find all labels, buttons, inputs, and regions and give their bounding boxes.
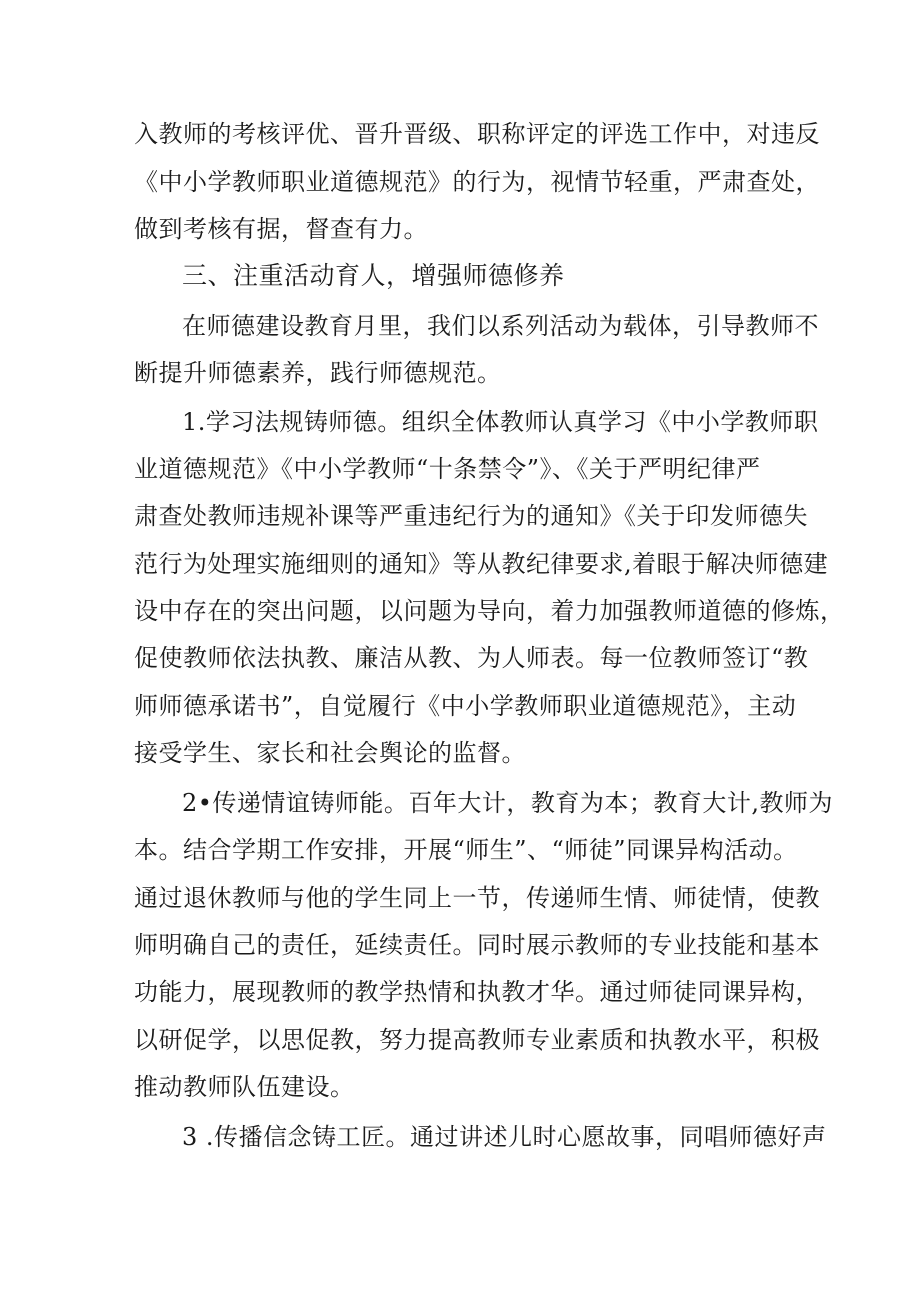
text-line-20: 以研促学，以思促教，努力提高教师专业素质和执教水平，积极	[134, 1026, 820, 1054]
text-line-17: 通过退休教师与他的学生同上一节，传递师生情、师徒情，使教	[134, 884, 820, 912]
text-line-18: 师明确自己的责任，延续责任。同时展示教师的专业技能和基本	[134, 931, 820, 959]
text-line-14: 接受学生、家长和社会舆论的监督。	[134, 739, 526, 767]
text-line-2: 《中小学教师职业道德规范》的行为，视情节轻重，严肃查处，	[134, 168, 820, 196]
text-line-7: 1.学习法规铸师德。组织全体教师认真学习《中小学教师职	[182, 408, 819, 436]
text-line-5: 在师德建设教育月里，我们以系列活动为载体，引导教师不	[182, 312, 819, 340]
text-line-19: 功能力，展现教师的教学热情和执教才华。通过师徒同课异构，	[134, 978, 820, 1006]
text-line-3: 做到考核有据，督查有力。	[134, 215, 428, 243]
text-line-15: 2•传递情谊铸师能。百年大计，教育为本；教育大计,教师为	[182, 789, 834, 817]
text-line-11: 设中存在的突出问题，以问题为导向，着力加强教师道德的修炼，	[134, 597, 845, 625]
text-line-12: 促使教师依法执教、廉洁从教、为人师表。每一位教师签订“教	[134, 644, 809, 672]
text-line-6: 断提升师德素养，践行师德规范。	[134, 359, 502, 387]
text-line-8: 业道德规范》《中小学教师“十条禁令”》、《关于严明纪律严	[134, 455, 761, 483]
section-heading: 三、注重活动育人，增强师德修养	[182, 261, 565, 290]
text-line-21: 推动教师队伍建设。	[134, 1073, 355, 1101]
text-line-13: 师师德承诺书”，自觉履行《中小学教师职业道德规范》，主动	[134, 692, 797, 720]
text-line-16: 本。结合学期工作安排，开展“师生”、“师徒”同课异构活动。	[134, 836, 798, 864]
text-line-10: 范行为处理实施细则的通知》等从教纪律要求,着眼于解决师德建	[134, 550, 829, 578]
text-line-1: 入教师的考核评优、晋升晋级、职称评定的评选工作中，对违反	[134, 120, 820, 148]
text-line-22: 3 .传播信念铸工匠。通过讲述儿时心愿故事，同唱师德好声	[182, 1123, 827, 1151]
text-line-9: 肃查处教师违规补课等严重违纪行为的通知》《关于印发师德失	[134, 502, 808, 530]
